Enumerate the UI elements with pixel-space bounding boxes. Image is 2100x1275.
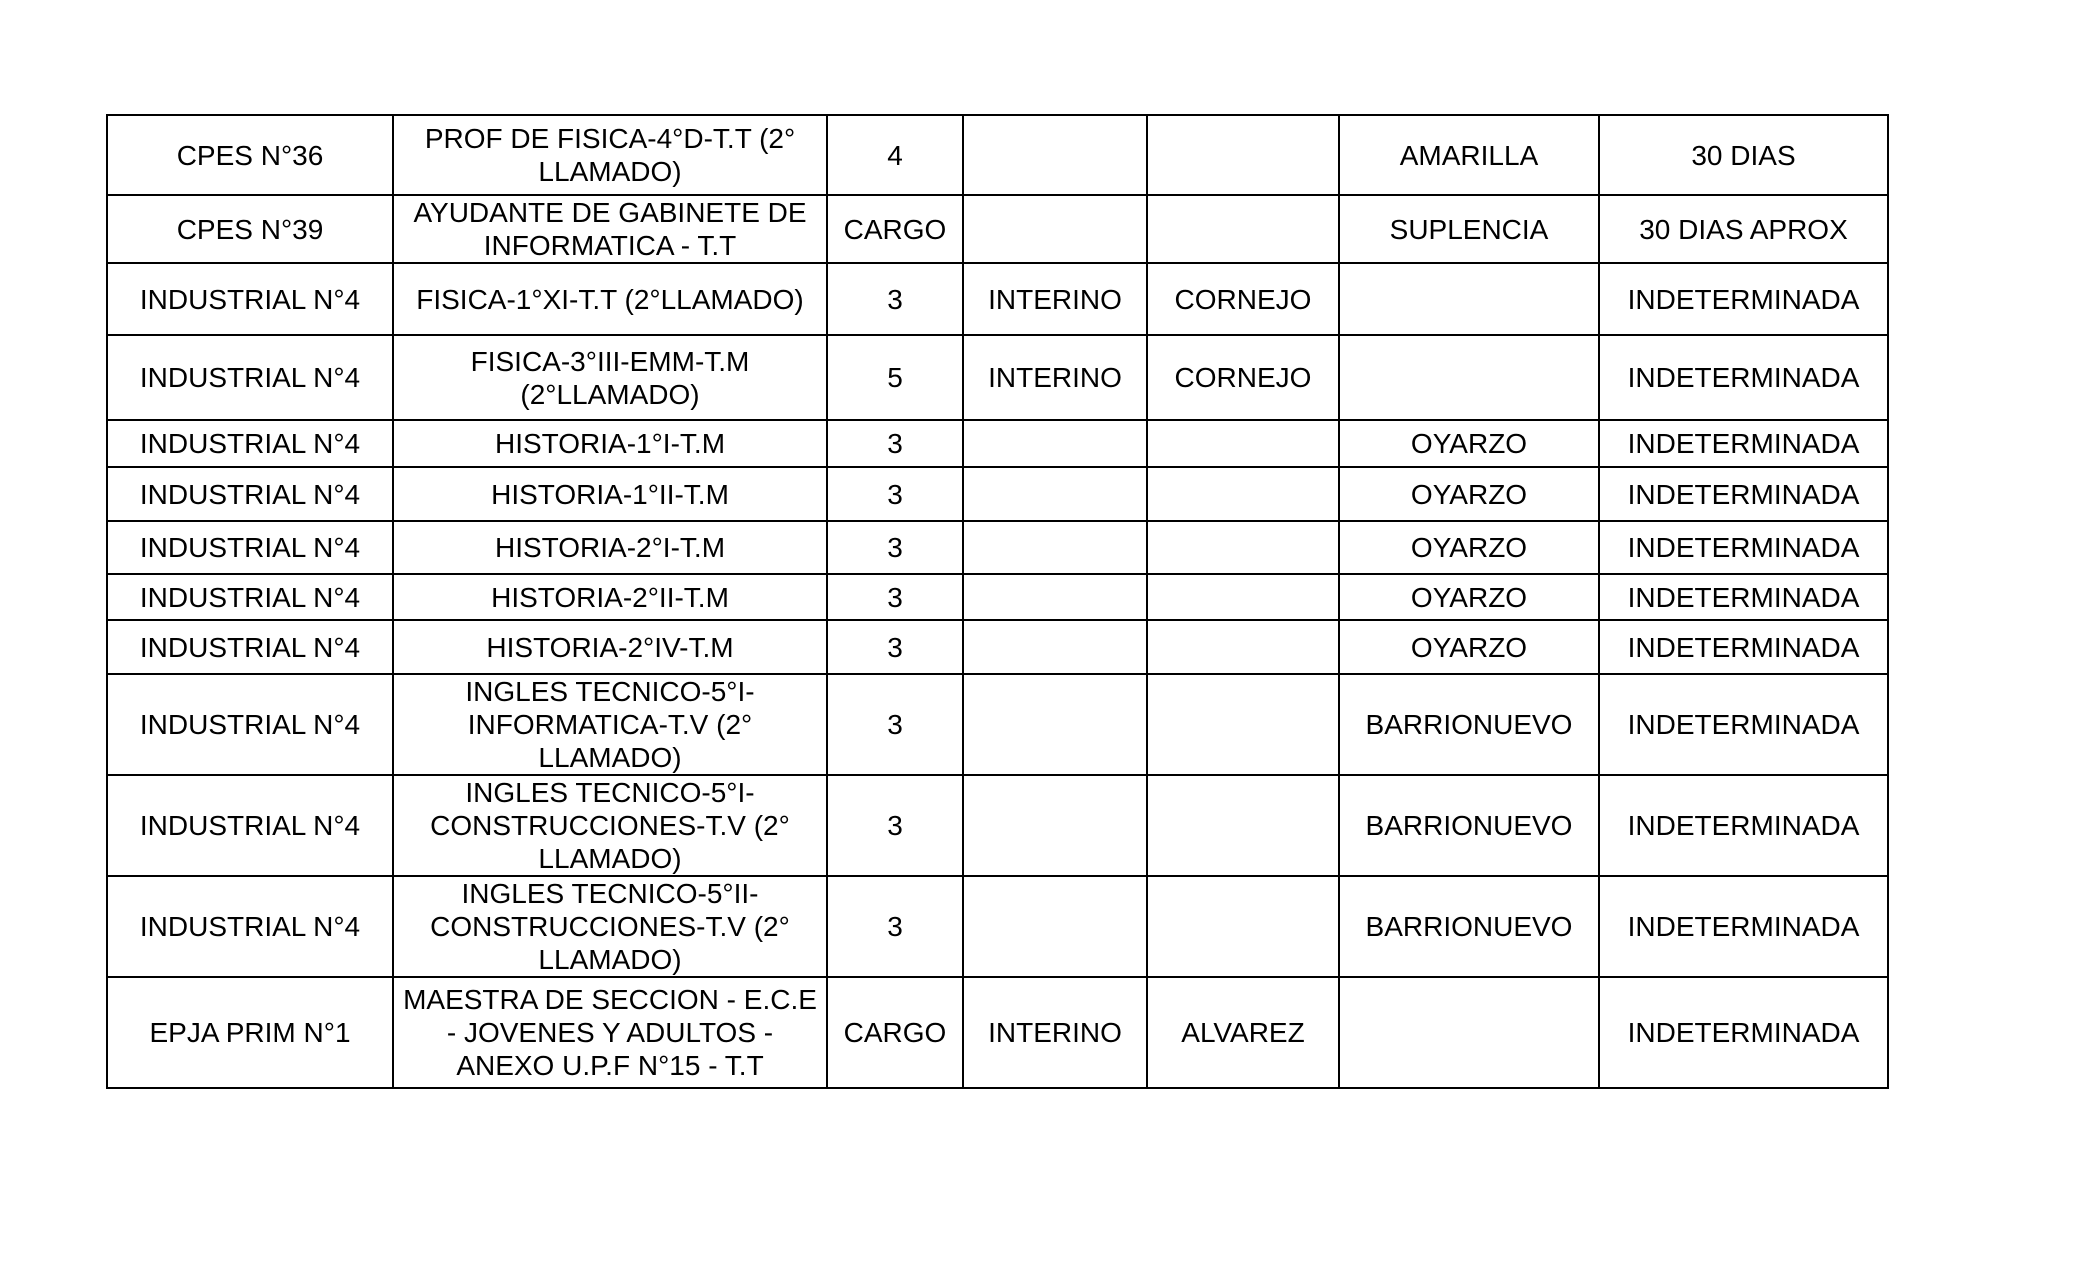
- school-cell: INDUSTRIAL N°4: [107, 876, 393, 977]
- table-row: [107, 115, 1888, 195]
- situation-cell: [963, 574, 1147, 620]
- subject-cell: MAESTRA DE SECCION - E.C.E - JOVENES Y ADULTOS - ANEXO U.P.F N°15 - T.T: [393, 977, 827, 1088]
- holder-cell: [1147, 115, 1339, 195]
- table-row: [107, 521, 1888, 574]
- table-row: [107, 195, 1888, 263]
- duration-cell: 30 DIAS APROX: [1599, 195, 1888, 263]
- subject-cell: HISTORIA-1°II-T.M: [393, 467, 827, 521]
- situation-cell: INTERINO: [963, 335, 1147, 420]
- subject-cell: INGLES TECNICO-5°II-CONSTRUCCIONES-T.V (2° LLAMADO): [393, 876, 827, 977]
- table-row: [107, 876, 1888, 977]
- holder-cell: ALVAREZ: [1147, 977, 1339, 1088]
- situation-cell: INTERINO: [963, 263, 1147, 335]
- school-cell: INDUSTRIAL N°4: [107, 467, 393, 521]
- duration-cell: INDETERMINADA: [1599, 335, 1888, 420]
- subject-cell: FISICA-1°XI-T.T (2°LLAMADO): [393, 263, 827, 335]
- situation-cell: [963, 467, 1147, 521]
- reason-cell: BARRIONUEVO: [1339, 775, 1599, 876]
- table-body: [107, 115, 1888, 1088]
- duration-cell: INDETERMINADA: [1599, 674, 1888, 775]
- reason-cell: [1339, 977, 1599, 1088]
- situation-cell: [963, 674, 1147, 775]
- situation-cell: [963, 620, 1147, 674]
- hours-cell: 3: [827, 674, 963, 775]
- school-cell: EPJA PRIM N°1: [107, 977, 393, 1088]
- situation-cell: [963, 115, 1147, 195]
- reason-cell: BARRIONUEVO: [1339, 876, 1599, 977]
- holder-cell: [1147, 620, 1339, 674]
- hours-cell: 5: [827, 335, 963, 420]
- school-cell: INDUSTRIAL N°4: [107, 574, 393, 620]
- hours-cell: 3: [827, 876, 963, 977]
- subject-cell: HISTORIA-2°IV-T.M: [393, 620, 827, 674]
- duration-cell: INDETERMINADA: [1599, 420, 1888, 467]
- reason-cell: OYARZO: [1339, 420, 1599, 467]
- holder-cell: [1147, 876, 1339, 977]
- table-row: [107, 420, 1888, 467]
- hours-cell: 3: [827, 521, 963, 574]
- duration-cell: INDETERMINADA: [1599, 574, 1888, 620]
- hours-cell: 3: [827, 574, 963, 620]
- hours-cell: 3: [827, 263, 963, 335]
- school-cell: INDUSTRIAL N°4: [107, 521, 393, 574]
- subject-cell: INGLES TECNICO-5°I-CONSTRUCCIONES-T.V (2° LLAMADO): [393, 775, 827, 876]
- reason-cell: SUPLENCIA: [1339, 195, 1599, 263]
- reason-cell: [1339, 263, 1599, 335]
- hours-cell: CARGO: [827, 195, 963, 263]
- school-cell: INDUSTRIAL N°4: [107, 335, 393, 420]
- hours-cell: 3: [827, 467, 963, 521]
- situation-cell: [963, 876, 1147, 977]
- table-row: [107, 335, 1888, 420]
- school-cell: INDUSTRIAL N°4: [107, 263, 393, 335]
- situation-cell: [963, 521, 1147, 574]
- situation-cell: [963, 775, 1147, 876]
- school-cell: INDUSTRIAL N°4: [107, 420, 393, 467]
- subject-cell: HISTORIA-2°II-T.M: [393, 574, 827, 620]
- situation-cell: [963, 420, 1147, 467]
- holder-cell: [1147, 521, 1339, 574]
- table-row: [107, 620, 1888, 674]
- subject-cell: AYUDANTE DE GABINETE DE INFORMATICA - T.T: [393, 195, 827, 263]
- holder-cell: [1147, 467, 1339, 521]
- duration-cell: INDETERMINADA: [1599, 620, 1888, 674]
- duration-cell: INDETERMINADA: [1599, 521, 1888, 574]
- subject-cell: HISTORIA-2°I-T.M: [393, 521, 827, 574]
- holder-cell: CORNEJO: [1147, 335, 1339, 420]
- school-cell: INDUSTRIAL N°4: [107, 674, 393, 775]
- reason-cell: OYARZO: [1339, 521, 1599, 574]
- reason-cell: [1339, 335, 1599, 420]
- reason-cell: BARRIONUEVO: [1339, 674, 1599, 775]
- situation-cell: [963, 195, 1147, 263]
- reason-cell: AMARILLA: [1339, 115, 1599, 195]
- school-cell: INDUSTRIAL N°4: [107, 620, 393, 674]
- hours-cell: 3: [827, 775, 963, 876]
- reason-cell: OYARZO: [1339, 467, 1599, 521]
- school-cell: CPES N°39: [107, 195, 393, 263]
- duration-cell: 30 DIAS: [1599, 115, 1888, 195]
- vacancy-table: [106, 114, 1889, 1089]
- holder-cell: [1147, 195, 1339, 263]
- hours-cell: 4: [827, 115, 963, 195]
- table-row: [107, 467, 1888, 521]
- subject-cell: INGLES TECNICO-5°I-INFORMATICA-T.V (2° LLAMADO): [393, 674, 827, 775]
- holder-cell: [1147, 674, 1339, 775]
- table-row: [107, 977, 1888, 1088]
- subject-cell: HISTORIA-1°I-T.M: [393, 420, 827, 467]
- hours-cell: 3: [827, 420, 963, 467]
- school-cell: INDUSTRIAL N°4: [107, 775, 393, 876]
- holder-cell: [1147, 420, 1339, 467]
- hours-cell: 3: [827, 620, 963, 674]
- table-row: [107, 674, 1888, 775]
- duration-cell: INDETERMINADA: [1599, 977, 1888, 1088]
- subject-cell: FISICA-3°III-EMM-T.M (2°LLAMADO): [393, 335, 827, 420]
- reason-cell: OYARZO: [1339, 620, 1599, 674]
- holder-cell: CORNEJO: [1147, 263, 1339, 335]
- holder-cell: [1147, 775, 1339, 876]
- table-row: [107, 574, 1888, 620]
- duration-cell: INDETERMINADA: [1599, 263, 1888, 335]
- duration-cell: INDETERMINADA: [1599, 876, 1888, 977]
- subject-cell: PROF DE FISICA-4°D-T.T (2° LLAMADO): [393, 115, 827, 195]
- table-row: [107, 263, 1888, 335]
- holder-cell: [1147, 574, 1339, 620]
- duration-cell: INDETERMINADA: [1599, 467, 1888, 521]
- school-cell: CPES N°36: [107, 115, 393, 195]
- situation-cell: INTERINO: [963, 977, 1147, 1088]
- duration-cell: INDETERMINADA: [1599, 775, 1888, 876]
- hours-cell: CARGO: [827, 977, 963, 1088]
- table-row: [107, 775, 1888, 876]
- reason-cell: OYARZO: [1339, 574, 1599, 620]
